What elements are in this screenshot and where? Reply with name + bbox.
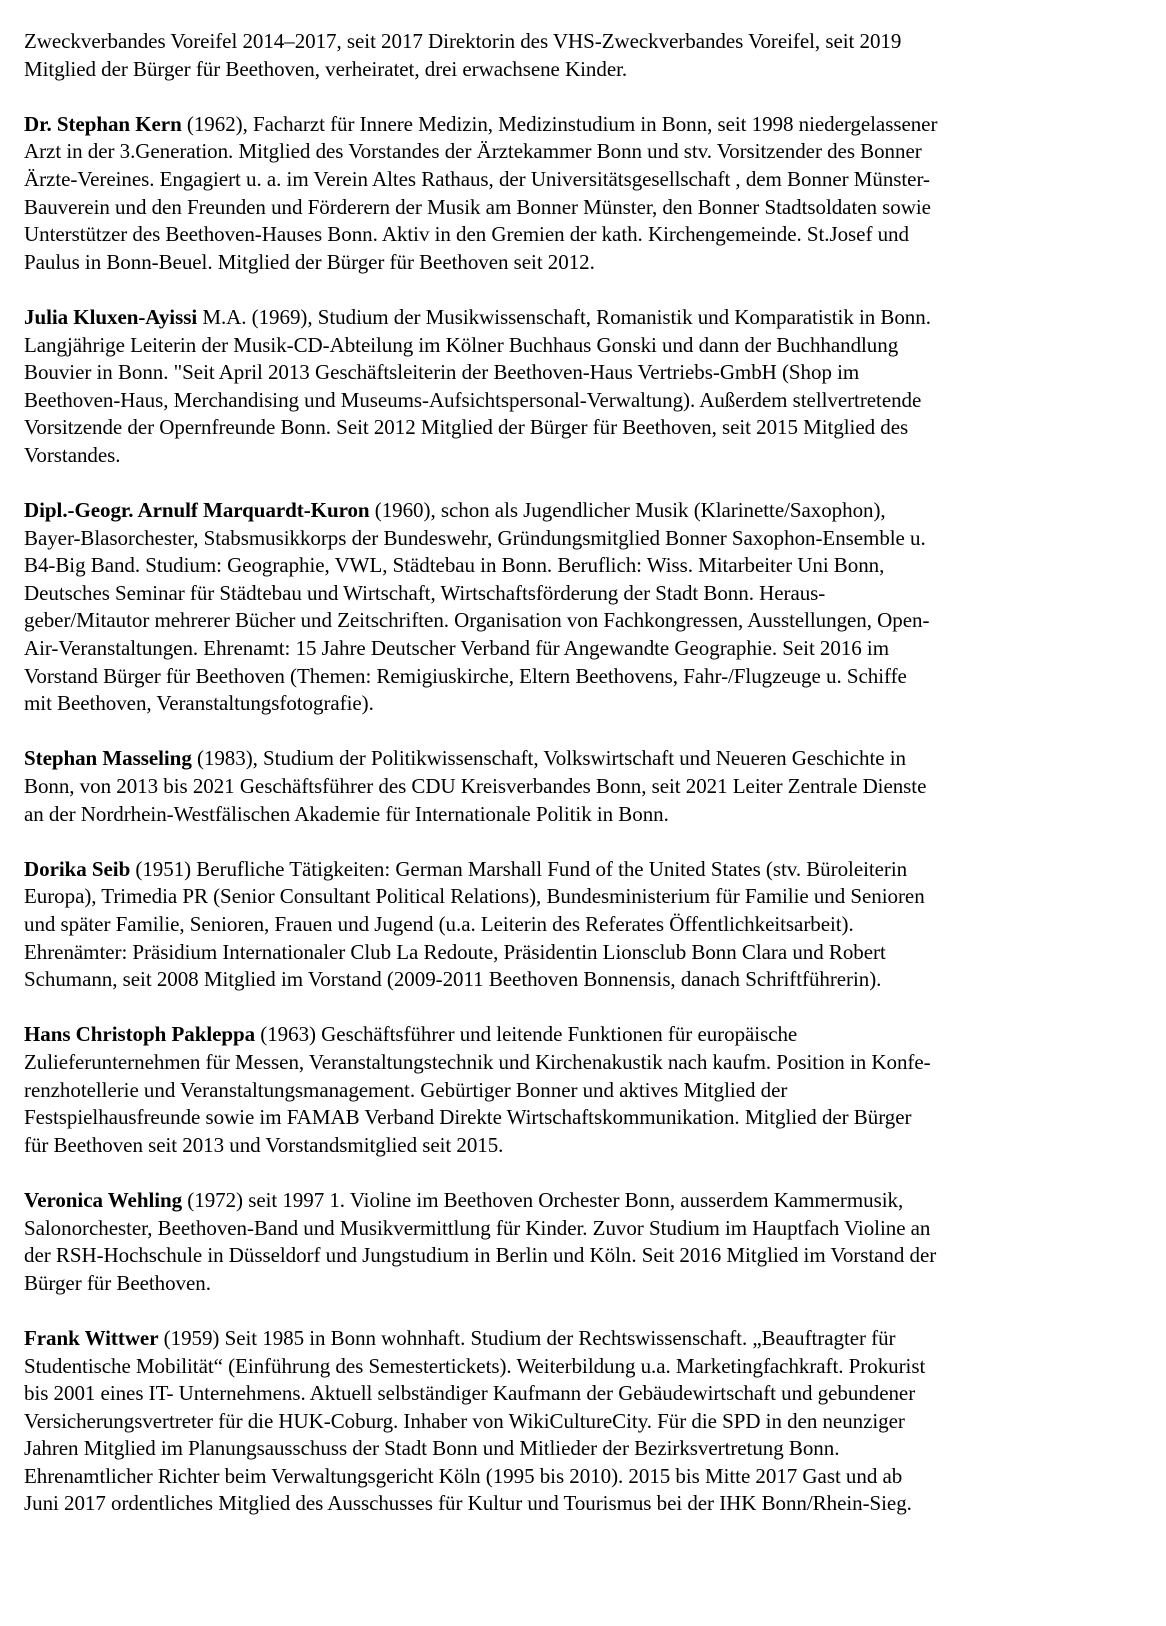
- text-line: [24, 304, 1144, 332]
- bio-entry-veronica-wehling: [24, 1187, 1144, 1297]
- text-line: Bürger für Beethoven.: [24, 1270, 211, 1295]
- text-line: Juni 2017 ordentliches Mitglied des Ausschusses für Kultur und Tourismus bei der IHK Bonn/Rhein-Sieg.: [24, 1491, 912, 1516]
- text-line: Bonn, von 2013 bis 2021 Geschäftsführer des CDU Kreisverbandes Bonn, seit 2021 Leiter Zentrale Dienste: [24, 774, 927, 799]
- text-line: [24, 745, 1144, 773]
- bio-entry-stephan-kern: [24, 111, 1144, 277]
- person-name: Stephan Masseling: [24, 746, 192, 771]
- bio-entry-arnulf-marquardt-kuron: [24, 497, 1144, 718]
- text-line: Unterstützer des Beethoven-Hauses Bonn. Aktiv in den Gremien der kath. Kirchengemeinde. St.Josef und: [24, 222, 909, 247]
- text-line: Beethoven-Haus, Merchandising und Museums-Aufsichtspersonal-Verwaltung). Außerdem stellvertretende: [24, 387, 922, 412]
- text-line: Europa), Trimedia PR (Senior Consultant Political Relations), Bundesministerium für Familie und Senioren: [24, 884, 925, 909]
- person-name: Dipl.-Geogr. Arnulf Marquardt-Kuron: [24, 498, 370, 523]
- person-name: Dr. Stephan Kern: [24, 111, 182, 136]
- text-line: für Beethoven seit 2013 und Vorstandsmitglied seit 2015.: [24, 1132, 504, 1157]
- text-line: an der Nordrhein-Westfälischen Akademie für Internationale Politik in Bonn.: [24, 801, 669, 826]
- text-line: Salonorchester, Beethoven-Band und Musikvermittlung für Kinder. Zuvor Studium im Hauptfach Violine an: [24, 1215, 931, 1240]
- person-name: Veronica Wehling: [24, 1187, 183, 1212]
- text-line: Mitglied der Bürger für Beethoven, verheiratet, drei erwachsene Kinder.: [24, 56, 628, 81]
- person-name: Frank Wittwer: [24, 1325, 159, 1350]
- text-line: [24, 1325, 1144, 1353]
- text-line: [24, 497, 1144, 525]
- text-line: geber/Mitautor mehrerer Bücher und Zeitschriften. Organisation von Fachkongressen, Ausstellungen, Open-: [24, 608, 930, 633]
- bio-text: (1960), schon als Jugendlicher Musik (Klarinette/Saxophon),: [369, 498, 886, 523]
- text-line: Arzt in der 3.Generation. Mitglied des Vorstandes der Ärztekammer Bonn und stv. Vorsitzender des Bonner: [24, 139, 922, 164]
- text-line: [24, 111, 1144, 139]
- text-line: Vorstand Bürger für Beethoven (Themen: Remigiuskirche, Eltern Beethovens, Fahr-/Flugzeuge u. Schiffe: [24, 663, 907, 688]
- text-line: Festspielhausfreunde sowie im FAMAB Verband Direkte Wirtschaftskommunikation. Mitglied der Bürger: [24, 1105, 912, 1130]
- text-line: [24, 856, 1144, 884]
- person-name: Hans Christoph Pakleppa: [24, 1022, 256, 1047]
- text-line: Bouvier in Bonn. "Seit April 2013 Geschäftsleiterin der Beethoven-Haus Vertriebs-GmbH (Shop im: [24, 360, 860, 385]
- bio-text: M.A. (1969), Studium der Musikwissenschaft, Romanistik und Komparatistik in Bonn.: [197, 304, 931, 329]
- text-line: Schumann, seit 2008 Mitglied im Vorstand (2009-2011 Beethoven Bonnensis, danach Schriftführerin).: [24, 967, 882, 992]
- text-line: Vorsitzende der Opernfreunde Bonn. Seit 2012 Mitglied der Bürger für Beethoven, seit 2015 Mitglied des: [24, 415, 909, 440]
- text-line: Ärzte-Vereines. Engagiert u. a. im Verein Altes Rathaus, der Universitätsgesellschaft , dem Bonner Münster-: [24, 166, 930, 191]
- bio-text: (1962), Facharzt für Innere Medizin, Medizinstudium in Bonn, seit 1998 niedergelassener: [181, 111, 938, 136]
- text-line: Langjährige Leiterin der Musik-CD-Abteilung im Kölner Buchhaus Gonski und dann der Buchhandlung: [24, 332, 899, 357]
- bio-entry-stephan-masseling: [24, 745, 1144, 828]
- person-name: Dorika Seib: [24, 856, 131, 881]
- text-line: und später Familie, Senioren, Frauen und Jugend (u.a. Leiterin des Referates Öffentlichkeitsarbeit).: [24, 912, 854, 936]
- text-line: mit Beethoven, Veranstaltungsfotografie).: [24, 691, 374, 716]
- text-line: [24, 1021, 1144, 1049]
- text-line: Paulus in Bonn-Beuel. Mitglied der Bürger für Beethoven seit 2012.: [24, 249, 595, 274]
- text-line: bis 2001 eines IT- Unternehmens. Aktuell selbständiger Kaufmann der Gebäudewirtschaft und gebundener: [24, 1381, 916, 1406]
- bio-entry-hans-christoph-pakleppa: [24, 1021, 1144, 1159]
- bio-text: (1959) Seit 1985 in Bonn wohnhaft. Studium der Rechtswissenschaft. „Beauftragter für: [158, 1325, 896, 1350]
- text-line: renzhotellerie und Veranstaltungsmanagement. Gebürtiger Bonner und aktives Mitglied der: [24, 1077, 788, 1102]
- text-line: Ehrenämter: Präsidium Internationaler Club La Redoute, Präsidentin Lionsclub Bonn Clara und Robert: [24, 939, 886, 964]
- text-line: B4-Big Band. Studium: Geographie, VWL, Städtebau in Bonn. Beruflich: Wiss. Mitarbeiter Uni Bonn,: [24, 553, 885, 578]
- text-line: Deutsches Seminar für Städtebau und Wirtschaft, Wirtschaftsförderung der Stadt Bonn. Heraus-: [24, 580, 826, 605]
- bio-text: (1983), Studium der Politikwissenschaft, Volkswirtschaft und Neueren Geschichte in: [191, 746, 906, 771]
- text-line: Jahren Mitglied im Planungsausschuss der Stadt Bonn und Mitlieder der Bezirksvertretung Bonn.: [24, 1436, 840, 1461]
- person-name: Julia Kluxen-Ayissi: [24, 304, 198, 329]
- bio-text: (1951) Berufliche Tätigkeiten: German Marshall Fund of the United States (stv. Büroleiterin: [130, 856, 908, 881]
- text-line: Bayer-Blasorchester, Stabsmusikkorps der Bundeswehr, Gründungsmitglied Bonner Saxophon-Ensemble u.: [24, 525, 926, 550]
- bio-entry-julia-kluxen-ayissi: [24, 304, 1144, 470]
- text-line: Bauverein und den Freunden und Förderern der Musik am Bonner Münster, den Bonner Stadtsoldaten sowie: [24, 194, 931, 219]
- bio-text: (1972) seit 1997 1. Violine im Beethoven Orchester Bonn, ausserdem Kammermusik,: [182, 1187, 904, 1212]
- text-line: Zweckverbandes Voreifel 2014–2017, seit 2017 Direktorin des VHS-Zweckverbandes Voreifel, seit 2019: [24, 29, 902, 53]
- text-line: Ehrenamtlicher Richter beim Verwaltungsgericht Köln (1995 bis 2010). 2015 bis Mitte 2017 Gast und ab: [24, 1463, 903, 1488]
- text-line: Air-Veranstaltungen. Ehrenamt: 15 Jahre Deutscher Verband für Angewandte Geographie. Seit 2016 im: [24, 636, 890, 661]
- bio-text: (1963) Geschäftsführer und leitende Funktionen für europäische: [255, 1022, 798, 1047]
- text-line: [24, 1187, 1144, 1215]
- text-line: Studentische Mobilität“ (Einführung des Semestertickets). Weiterbildung u.a. Marketingfachkraft. Prokurist: [24, 1353, 926, 1378]
- bio-entry-frank-wittwer: [24, 1325, 1144, 1518]
- text-line: Vorstandes.: [24, 442, 121, 467]
- text-line: Zulieferunternehmen für Messen, Veranstaltungstechnik und Kirchenakustik nach kaufm. Position in Konfe-: [24, 1049, 931, 1074]
- text-line: Versicherungsvertreter für die HUK-Coburg. Inhaber von WikiCultureCity. Für die SPD in den neunziger: [24, 1408, 905, 1433]
- text-line: der RSH-Hochschule in Düsseldorf und Jungstudium in Berlin und Köln. Seit 2016 Mitglied im Vorstand der: [24, 1243, 937, 1268]
- bio-entry-dorika-seib: [24, 856, 1144, 994]
- intro-paragraph: [24, 28, 1144, 83]
